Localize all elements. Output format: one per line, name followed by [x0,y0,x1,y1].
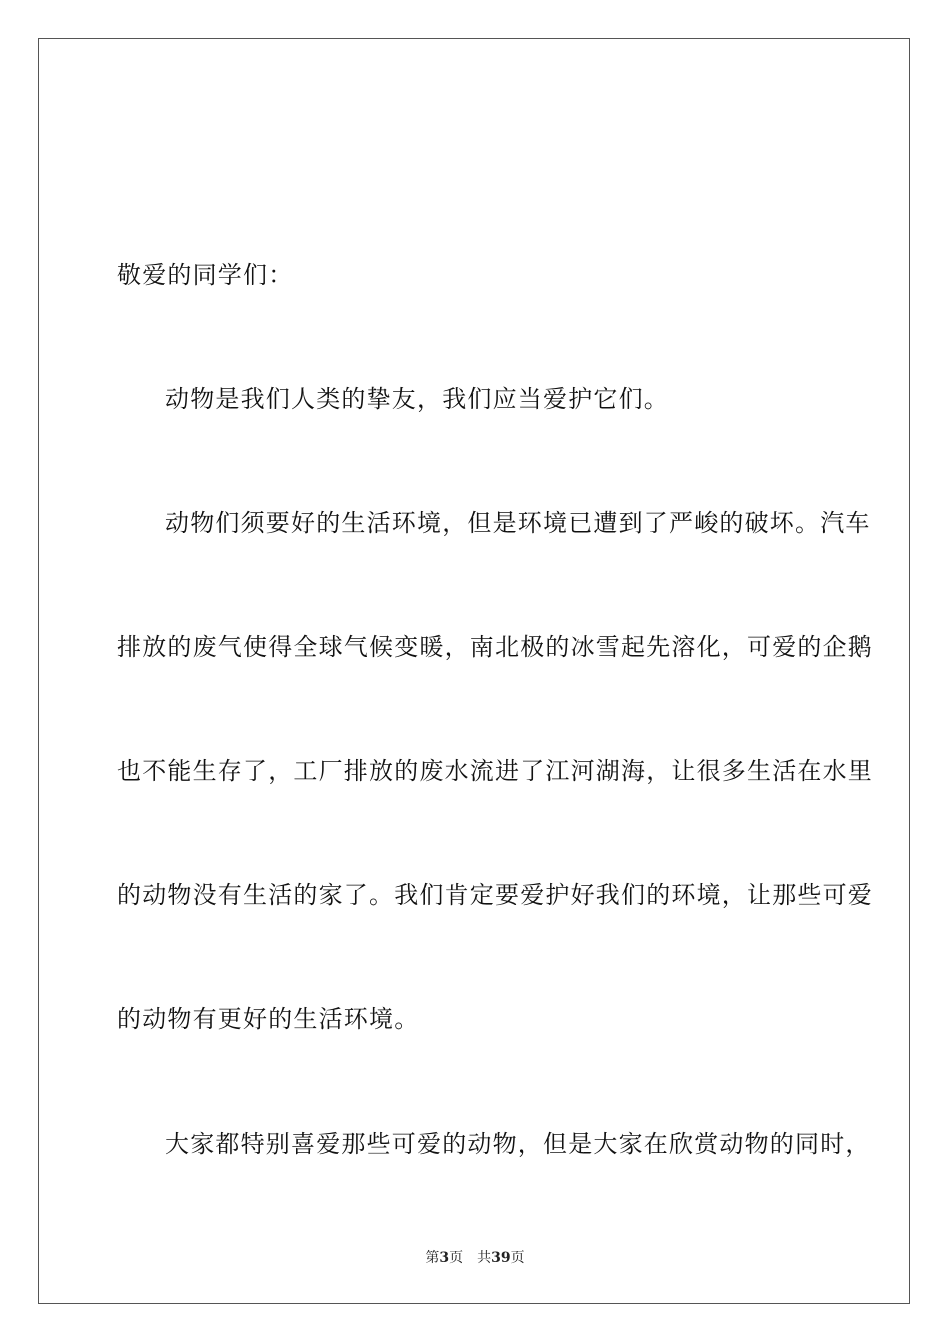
paragraph-line: 的动物有更好的生活环境。 [117,1005,420,1033]
page-footer [0,1247,950,1267]
paragraph-line: 排放的废气使得全球气候变暖，南北极的冰雪起先溶化，可爱的企鹅 [117,633,873,661]
paragraph-line: 动物们须要好的生活环境，但是环境已遭到了严峻的破坏。汽车 [165,509,871,537]
footer-total-suffix: 页 [510,1250,525,1266]
footer-total-pages: 39 [491,1250,511,1266]
salutation: 敬爱的同学们： [117,261,294,289]
paragraph-line: 的动物没有生活的家了。我们肯定要爱护好我们的环境，让那些可爱 [117,881,873,909]
footer-page-suffix: 页 [449,1250,464,1266]
paragraph-line: 也不能生存了，工厂排放的废水流进了江河湖海，让很多生活在水里 [117,757,873,785]
footer-page-number: 3 [439,1250,450,1266]
page-border [38,38,910,1304]
paragraph-line: 动物是我们人类的挚友，我们应当爱护它们。 [165,385,669,413]
paragraph-line: 大家都特别喜爱那些可爱的动物，但是大家在欣赏动物的同时， [165,1130,871,1158]
footer-page-prefix: 第 [425,1250,440,1266]
footer-total-prefix: 共 [477,1250,492,1266]
